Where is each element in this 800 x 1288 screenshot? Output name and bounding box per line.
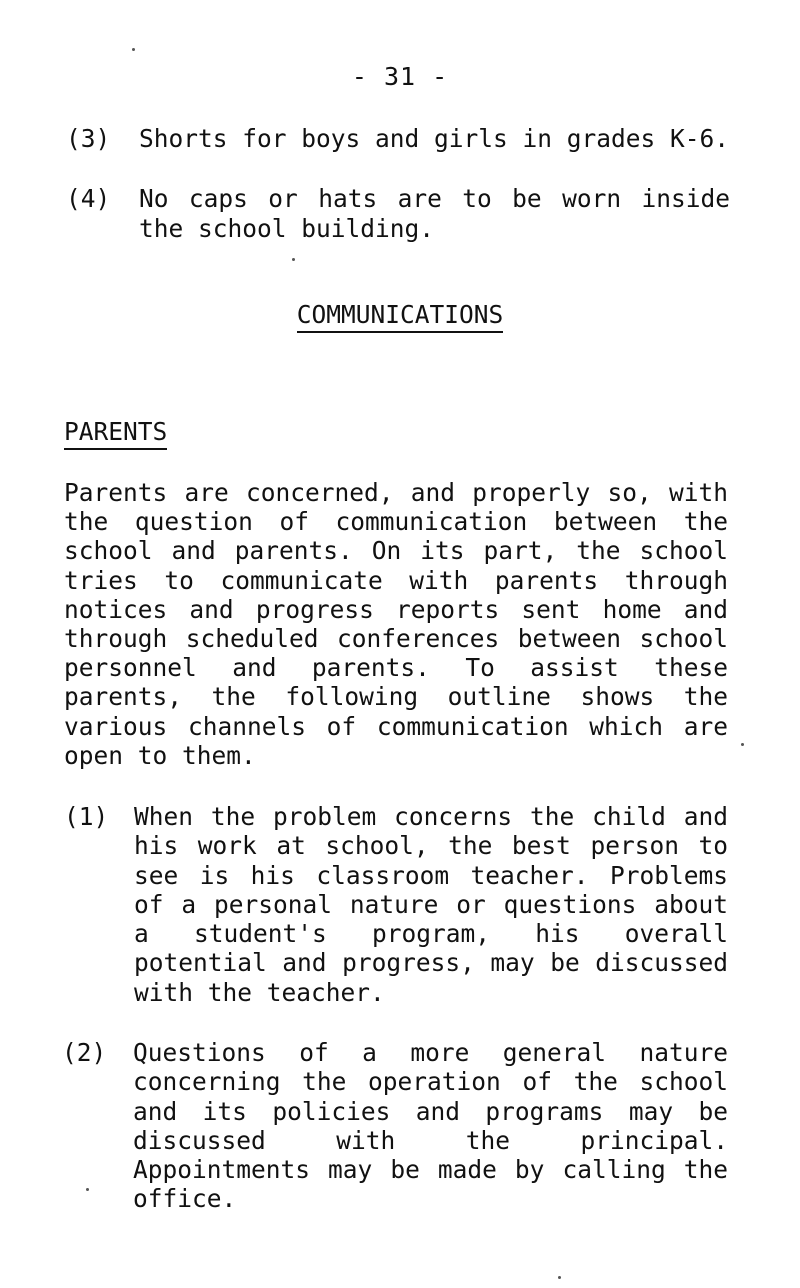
communication-channel-item <box>62 1038 728 1214</box>
item-number: (4) <box>66 184 111 213</box>
scan-speck <box>86 1188 89 1191</box>
communication-channel-item <box>64 802 728 1007</box>
section-heading <box>0 300 800 329</box>
item-text: No caps or hats are to be worn inside the school building. <box>139 184 730 243</box>
item-number: (3) <box>66 124 111 153</box>
dress-code-item <box>66 184 730 243</box>
scan-speck <box>132 48 135 51</box>
section-heading-text: COMMUNICATIONS <box>297 300 504 333</box>
page-number: - 31 - <box>351 62 449 91</box>
subsection-heading-text: PARENTS <box>64 417 167 450</box>
item-text: Shorts for boys and girls in grades K-6. <box>139 124 730 153</box>
item-text: Questions of a more general nature concerning the operation of the school and its policies and programs may be discussed with the principal. Appointments may be made by calling the office. <box>133 1038 728 1214</box>
scan-speck <box>558 1276 561 1279</box>
subsection-heading <box>64 417 167 446</box>
scan-speck <box>741 743 744 746</box>
item-number: (1) <box>64 802 109 831</box>
intro-paragraph: Parents are concerned, and properly so, with the question of communication between the school and parents. On its part, the school tries to communicate with parents through notices and progress reports sent home and through scheduled conferences between school personnel and parents. To assist these parents, the following outline shows the various channels of communication which are open to them. <box>64 478 728 770</box>
dress-code-item <box>66 124 746 154</box>
item-number: (2) <box>62 1038 107 1067</box>
item-text: When the problem concerns the child and his work at school, the best person to see is his classroom teacher. Problems of a personal nature or questions about a student's program, his overall potential and progress, may be discussed with the teacher. <box>134 802 728 1007</box>
scan-speck <box>292 258 295 261</box>
